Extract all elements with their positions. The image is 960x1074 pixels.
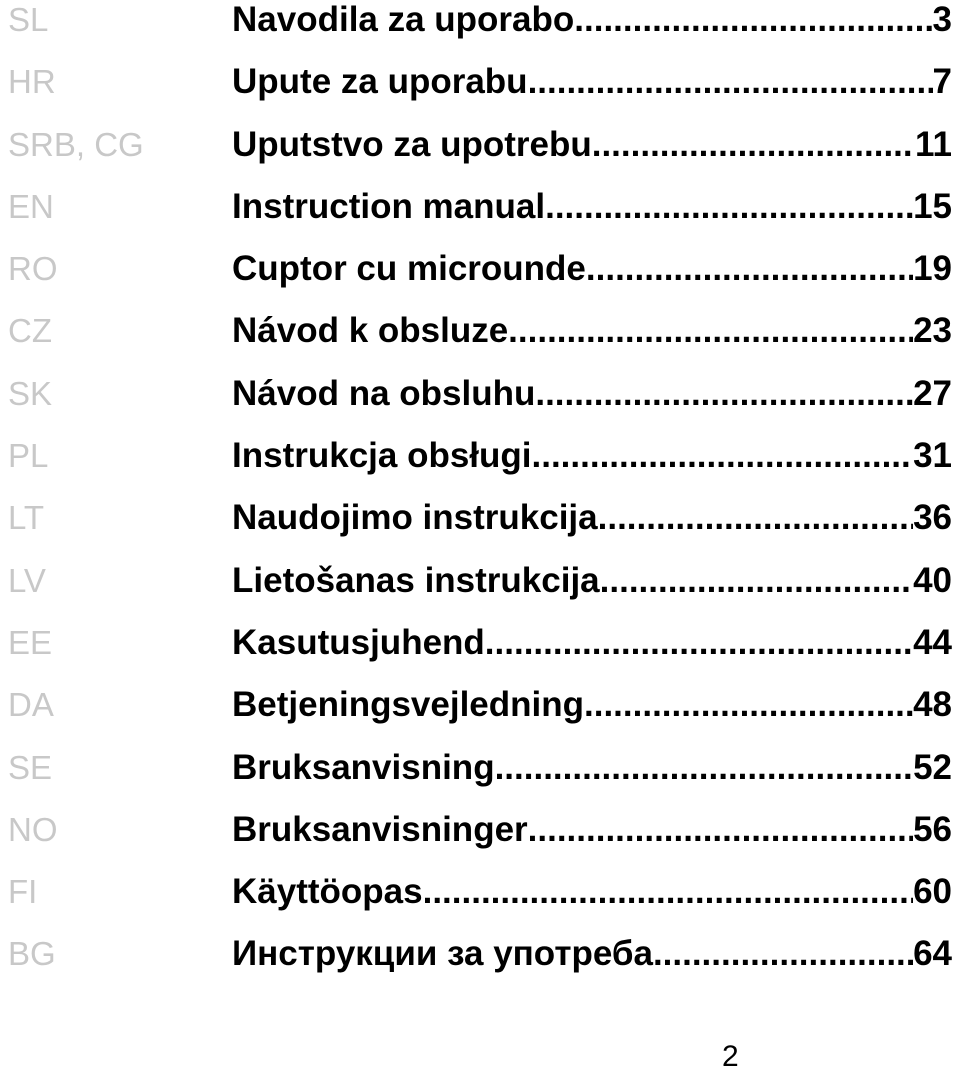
toc-entry-title: Kasutusjuhend — [232, 622, 485, 662]
toc-entry-title: Upute za uporabu — [232, 62, 528, 102]
language-code: CZ — [8, 312, 52, 350]
toc-entry[interactable] — [232, 934, 952, 974]
toc-entry[interactable] — [232, 62, 952, 102]
dot-leader — [592, 125, 915, 165]
toc-entry-title: Cuptor cu microunde — [232, 249, 586, 289]
toc-entry-title: Uputstvo za upotrebu — [232, 124, 592, 164]
language-code: EN — [8, 187, 54, 225]
toc-entry[interactable] — [232, 0, 952, 40]
toc-entry[interactable] — [232, 125, 952, 165]
dot-leader — [584, 685, 913, 725]
dot-leader — [495, 748, 913, 788]
language-code: BG — [8, 935, 56, 973]
language-code: DA — [8, 686, 54, 724]
toc-entry-title: Betjeningsvejledning — [232, 685, 584, 725]
toc-row — [0, 311, 960, 373]
dot-leader — [508, 311, 913, 351]
toc-entry-title: Bruksanvisninger — [232, 809, 528, 849]
toc-entry[interactable] — [232, 872, 952, 912]
toc-entry[interactable] — [232, 498, 952, 538]
page-number: 2 — [722, 1040, 739, 1073]
toc-row — [0, 685, 960, 747]
dot-leader — [528, 62, 933, 102]
toc-row — [0, 0, 960, 62]
toc-row — [0, 374, 960, 436]
toc-entry-page-number: 7 — [932, 62, 952, 102]
toc-row — [0, 872, 960, 934]
toc-row — [0, 125, 960, 187]
toc-entry-page-number: 31 — [913, 436, 952, 476]
toc-entry[interactable] — [232, 374, 952, 414]
language-code: NO — [8, 810, 58, 848]
toc-entry[interactable] — [232, 311, 952, 351]
language-code: SK — [8, 374, 53, 412]
dot-leader — [586, 249, 913, 289]
toc-entry[interactable] — [232, 810, 952, 850]
dot-leader — [532, 436, 914, 476]
dot-leader — [485, 623, 913, 663]
language-code: RO — [8, 250, 58, 288]
toc-entry-title: Návod k obsluze — [232, 311, 509, 351]
toc-entry-page-number: 48 — [913, 685, 952, 725]
toc-entry[interactable] — [232, 187, 952, 227]
toc-entry-page-number: 36 — [913, 498, 952, 538]
toc-row — [0, 623, 960, 685]
dot-leader — [545, 187, 913, 227]
toc-entry-title: Käyttöopas — [232, 872, 423, 912]
toc-entry[interactable] — [232, 748, 952, 788]
toc-row — [0, 934, 960, 996]
toc-entry-title: Инструкции за употреба — [232, 934, 653, 974]
toc-row — [0, 187, 960, 249]
toc-row — [0, 249, 960, 311]
toc-row — [0, 561, 960, 623]
toc-entry[interactable] — [232, 436, 952, 476]
dot-leader — [598, 498, 913, 538]
toc-row — [0, 498, 960, 560]
toc-entry-title: Navodila za uporabo — [232, 0, 575, 39]
toc-entry-page-number: 27 — [913, 373, 952, 413]
toc-entry[interactable] — [232, 685, 952, 725]
toc-entry[interactable] — [232, 561, 952, 601]
toc-entry-title: Bruksanvisning — [232, 747, 495, 787]
toc-entry-page-number: 23 — [913, 311, 952, 351]
toc-entry-page-number: 52 — [913, 747, 952, 787]
dot-leader — [653, 934, 913, 974]
toc-row — [0, 810, 960, 872]
dot-leader — [535, 374, 913, 414]
language-code: SL — [8, 1, 49, 38]
language-code: SE — [8, 748, 53, 786]
toc-row — [0, 62, 960, 124]
dot-leader — [600, 561, 913, 601]
toc-entry-page-number: 44 — [913, 622, 952, 662]
toc-entry-title: Návod na obsluhu — [232, 373, 536, 413]
toc-entry-page-number: 60 — [913, 872, 952, 912]
toc-entry-page-number: 3 — [932, 0, 952, 39]
language-code: PL — [8, 437, 49, 475]
toc-entry-title: Instrukcja obsługi — [232, 436, 532, 476]
language-code: SRB, CG — [8, 125, 144, 163]
toc-entry-page-number: 40 — [913, 560, 952, 600]
toc-entry[interactable] — [232, 623, 952, 663]
toc-entry-page-number: 56 — [913, 809, 952, 849]
dot-leader — [528, 810, 913, 850]
toc-row — [0, 436, 960, 498]
toc-entry-page-number: 15 — [913, 186, 952, 226]
toc-entry-title: Instruction manual — [232, 186, 546, 226]
language-code: EE — [8, 623, 53, 661]
toc-row — [0, 748, 960, 810]
language-code: FI — [8, 873, 38, 911]
toc-entry[interactable] — [232, 249, 952, 289]
dot-leader — [574, 0, 932, 40]
toc-entry-page-number: 64 — [913, 934, 952, 974]
toc-entry-page-number: 19 — [913, 249, 952, 289]
dot-leader — [423, 872, 913, 912]
language-code: LT — [8, 499, 45, 537]
toc-entry-title: Lietošanas instrukcija — [232, 560, 600, 600]
language-code: HR — [8, 63, 56, 101]
toc-entry-title: Naudojimo instrukcija — [232, 498, 598, 538]
toc-entry-page-number: 11 — [915, 124, 952, 164]
language-code: LV — [8, 561, 46, 599]
